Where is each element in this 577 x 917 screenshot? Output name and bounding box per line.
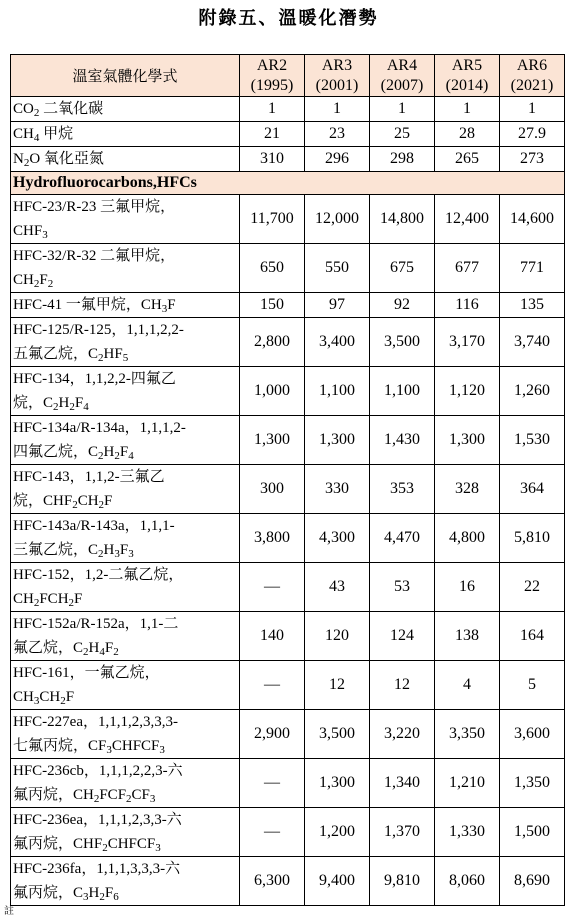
- table-row: [11, 661, 565, 710]
- formula-text: 三氟乙烷，C: [13, 542, 99, 558]
- formula-text: 甲烷: [39, 126, 74, 142]
- gwp-value-cell: 97: [305, 293, 370, 318]
- gwp-value-cell: —: [240, 563, 305, 612]
- gwp-value-cell: 5: [500, 661, 565, 710]
- gas-name-cell: [11, 318, 240, 367]
- table-row: [11, 710, 565, 759]
- gwp-value-cell: 3,740: [500, 318, 565, 367]
- gwp-value-cell: —: [240, 759, 305, 808]
- header-ar6: [500, 55, 565, 97]
- header-report-name: AR4: [386, 56, 418, 74]
- subscript: 2: [53, 401, 59, 413]
- gwp-value-cell: 1,200: [305, 808, 370, 857]
- formula-text: F: [167, 297, 176, 313]
- gwp-value-cell: 1: [435, 97, 500, 122]
- gwp-value-cell: 135: [500, 293, 565, 318]
- gwp-value-cell: 2,800: [240, 318, 305, 367]
- gwp-value-cell: 1,000: [240, 367, 305, 416]
- table-row: [11, 416, 565, 465]
- gwp-value-cell: 4,470: [370, 514, 435, 563]
- gas-name-line: HFC-23/R-23 三氟甲烷，: [13, 199, 176, 215]
- gas-name-cell: [11, 147, 240, 172]
- formula-text: FCH: [39, 591, 69, 607]
- header-ar3: [305, 55, 370, 97]
- gas-name-cell: [11, 661, 240, 710]
- gwp-value-cell: 3,170: [435, 318, 500, 367]
- gwp-value-cell: 116: [435, 293, 500, 318]
- table-row: [11, 195, 565, 244]
- gwp-value-cell: 140: [240, 612, 305, 661]
- header-ar4: [370, 55, 435, 97]
- gwp-value-cell: 273: [500, 147, 565, 172]
- gwp-value-cell: 4: [435, 661, 500, 710]
- gas-name-line: HFC-161，一氟乙烷，: [13, 665, 160, 681]
- gwp-value-cell: 353: [370, 465, 435, 514]
- gwp-value-cell: 5,810: [500, 514, 565, 563]
- table-row: [11, 808, 565, 857]
- header-report-name: AR5: [451, 56, 483, 74]
- gwp-value-cell: 1,340: [370, 759, 435, 808]
- formula-text: CH: [13, 272, 34, 288]
- gas-name-cell: [11, 808, 240, 857]
- formula-text: F: [119, 444, 129, 460]
- table-row: [11, 318, 565, 367]
- gas-name-cell: [11, 514, 240, 563]
- gwp-value-cell: 650: [240, 244, 305, 293]
- gwp-value-cell: 28: [435, 122, 500, 147]
- gwp-value-cell: 1: [240, 97, 305, 122]
- gas-name-line: HFC-134a/R-134a，1,1,1,2-: [13, 420, 186, 436]
- subscript: 2: [69, 401, 75, 413]
- gwp-value-cell: 11,700: [240, 195, 305, 244]
- gwp-value-cell: 1,530: [500, 416, 565, 465]
- gwp-value-cell: 1,330: [435, 808, 500, 857]
- subscript: 2: [68, 597, 75, 609]
- formula-text: 烷，C: [13, 395, 54, 411]
- subscript: 2: [33, 278, 40, 290]
- header-report-year: (2021): [510, 76, 554, 94]
- gwp-value-cell: 3,220: [370, 710, 435, 759]
- gwp-value-cell: 53: [370, 563, 435, 612]
- formula-text: F: [39, 272, 48, 288]
- formula-text: CHFCF: [111, 738, 160, 754]
- formula-text: CHF: [13, 223, 43, 239]
- header-report-year: (2007): [380, 76, 424, 94]
- section-row: [11, 172, 565, 195]
- gwp-value-cell: 1,120: [435, 367, 500, 416]
- gas-name-line: HFC-152，1,2-二氟乙烷，: [13, 567, 184, 583]
- subscript: 2: [83, 646, 89, 658]
- subscript: 3: [161, 303, 168, 315]
- gas-name-cell: [11, 122, 240, 147]
- gwp-value-cell: 14,800: [370, 195, 435, 244]
- gwp-value-cell: 3,350: [435, 710, 500, 759]
- formula-text: H: [103, 542, 115, 558]
- gas-name-line: HFC-236ea，1,1,1,2,3,3-六: [13, 812, 182, 828]
- header-report-year: (2014): [445, 76, 489, 94]
- formula-text: CH: [39, 689, 61, 705]
- subscript: 2: [126, 793, 132, 805]
- formula-text: F: [119, 542, 129, 558]
- table-row: [11, 563, 565, 612]
- gwp-value-cell: 1,300: [305, 759, 370, 808]
- subscript: 2: [98, 499, 105, 511]
- gas-name-cell: [11, 195, 240, 244]
- gas-name-cell: [11, 857, 240, 906]
- gwp-value-cell: 16: [435, 563, 500, 612]
- subscript: 2: [98, 450, 104, 462]
- gwp-value-cell: 1,100: [370, 367, 435, 416]
- subscript: 2: [60, 695, 66, 707]
- formula-text: F: [74, 591, 83, 607]
- gwp-value-cell: 771: [500, 244, 565, 293]
- gwp-value-cell: 22: [500, 563, 565, 612]
- gwp-value-cell: 138: [435, 612, 500, 661]
- gwp-value-cell: 1,300: [240, 416, 305, 465]
- gwp-value-cell: 3,800: [240, 514, 305, 563]
- gas-name-line: HFC-236fa，1,1,1,3,3,3-六: [13, 861, 181, 877]
- gwp-value-cell: 124: [370, 612, 435, 661]
- formula-text: CH: [77, 493, 99, 509]
- subscript: 2: [93, 793, 100, 805]
- subscript: 2: [72, 499, 78, 511]
- gwp-value-cell: 4,300: [305, 514, 370, 563]
- subscript: 2: [33, 597, 40, 609]
- formula-text: 烷，CHF: [13, 493, 73, 509]
- gwp-value-cell: 1,370: [370, 808, 435, 857]
- gwp-value-cell: 23: [305, 122, 370, 147]
- formula-text: F: [104, 493, 113, 509]
- formula-text: 四氟乙烷，C: [13, 444, 99, 460]
- subscript: 3: [42, 229, 48, 241]
- gas-name-cell: [11, 367, 240, 416]
- formula-text: CH: [13, 591, 34, 607]
- table-row: [11, 465, 565, 514]
- formula-text: HF: [103, 346, 123, 362]
- formula-text: F: [104, 885, 114, 901]
- gwp-value-cell: 12,400: [435, 195, 500, 244]
- gwp-value-cell: 92: [370, 293, 435, 318]
- gwp-value-cell: 4,800: [435, 514, 500, 563]
- formula-text: CH: [13, 126, 34, 142]
- gwp-value-cell: 1,350: [500, 759, 565, 808]
- gas-name-cell: [11, 612, 240, 661]
- gwp-value-cell: 310: [240, 147, 305, 172]
- formula-text: O 氧化亞氮: [29, 151, 104, 167]
- gwp-value-cell: 3,400: [305, 318, 370, 367]
- header-ar5: [435, 55, 500, 97]
- gas-name-line: HFC-32/R-32 二氟甲烷，: [13, 248, 176, 264]
- formula-text: CO: [13, 101, 34, 117]
- subscript: 2: [114, 450, 120, 462]
- gwp-value-cell: 43: [305, 563, 370, 612]
- table-row: [11, 367, 565, 416]
- gas-name-cell: [11, 244, 240, 293]
- subscript: 3: [149, 793, 156, 805]
- table-row: [11, 122, 565, 147]
- gwp-value-cell: 364: [500, 465, 565, 514]
- header-ar2: [240, 55, 305, 97]
- gas-name-cell: [11, 416, 240, 465]
- subscript: 3: [114, 548, 120, 560]
- gwp-value-cell: 12: [370, 661, 435, 710]
- gwp-value-cell: 9,400: [305, 857, 370, 906]
- gwp-value-cell: 1: [370, 97, 435, 122]
- gwp-value-cell: 1,260: [500, 367, 565, 416]
- gwp-value-cell: —: [240, 808, 305, 857]
- subscript: 4: [83, 401, 89, 413]
- gwp-value-cell: 14,600: [500, 195, 565, 244]
- formula-text: F: [104, 640, 114, 656]
- subscript: 4: [33, 132, 40, 144]
- subscript: 3: [128, 548, 134, 560]
- subscript: 3: [155, 842, 161, 854]
- formula-text: 氟丙烷，CH: [13, 787, 94, 803]
- gwp-value-cell: 677: [435, 244, 500, 293]
- gwp-value-cell: 1,300: [435, 416, 500, 465]
- subscript: 4: [128, 450, 134, 462]
- gas-name-line: HFC-134，1,1,2,2-四氟乙: [13, 371, 176, 387]
- gas-name-cell: [11, 465, 240, 514]
- gwp-value-cell: 1,300: [305, 416, 370, 465]
- table-header-row: [11, 55, 565, 97]
- formula-text: H: [88, 885, 100, 901]
- table-row: [11, 514, 565, 563]
- gwp-value-cell: 2,900: [240, 710, 305, 759]
- subscript: 2: [47, 278, 54, 290]
- header-report-name: AR3: [321, 56, 353, 74]
- gas-name-line: HFC-143，1,1,2-三氟乙: [13, 469, 165, 485]
- table-row: [11, 857, 565, 906]
- gwp-value-cell: 12: [305, 661, 370, 710]
- gwp-value-cell: 328: [435, 465, 500, 514]
- subscript: 2: [102, 842, 108, 854]
- gwp-table: [10, 54, 565, 906]
- gwp-value-cell: 1,430: [370, 416, 435, 465]
- table-row: [11, 293, 565, 318]
- gas-name-line: HFC-227ea，1,1,1,2,3,3,3-: [13, 714, 178, 730]
- gwp-value-cell: 550: [305, 244, 370, 293]
- gwp-value-cell: 150: [240, 293, 305, 318]
- header-report-name: AR2: [256, 56, 288, 74]
- footnote-partial: 註: [4, 906, 14, 917]
- gwp-value-cell: 25: [370, 122, 435, 147]
- header-report-name: AR6: [516, 56, 548, 74]
- formula-text: H: [58, 395, 70, 411]
- formula-text: 二氧化碳: [39, 101, 104, 117]
- gas-name-line: HFC-143a/R-143a，1,1,1-: [13, 518, 175, 534]
- gas-name-cell: [11, 293, 240, 318]
- gas-name-line: HFC-125/R-125，1,1,1,2,2-: [13, 322, 184, 338]
- table-row: [11, 759, 565, 808]
- subscript: 6: [113, 891, 119, 903]
- table-row: [11, 612, 565, 661]
- gwp-value-cell: 265: [435, 147, 500, 172]
- gas-name-line: HFC-236cb，1,1,1,2,2,3-六: [13, 763, 183, 779]
- gwp-value-cell: 164: [500, 612, 565, 661]
- subscript: 3: [33, 695, 40, 707]
- subscript: 5: [122, 352, 129, 364]
- gwp-value-cell: 300: [240, 465, 305, 514]
- gwp-value-cell: 1,100: [305, 367, 370, 416]
- subscript: 3: [159, 744, 165, 756]
- gas-name-cell: [11, 97, 240, 122]
- formula-text: FCF: [99, 787, 127, 803]
- formula-text: F: [74, 395, 84, 411]
- formula-text: H: [103, 444, 115, 460]
- gwp-value-cell: 21: [240, 122, 305, 147]
- gas-name-cell: [11, 563, 240, 612]
- gwp-value-cell: 6,300: [240, 857, 305, 906]
- header-report-year: (1995): [250, 76, 294, 94]
- formula-text: 氟乙烷，C: [13, 640, 84, 656]
- formula-text: 氟丙烷，CHF: [13, 836, 103, 852]
- gwp-value-cell: 3,500: [370, 318, 435, 367]
- formula-text: 氟丙烷，C: [13, 885, 84, 901]
- gwp-value-cell: 12,000: [305, 195, 370, 244]
- subscript: 2: [99, 891, 105, 903]
- gwp-value-cell: —: [240, 661, 305, 710]
- section-label: Hydrofluorocarbons,HFCs: [11, 172, 565, 195]
- formula-text: CHFCF: [107, 836, 156, 852]
- gwp-value-cell: 9,810: [370, 857, 435, 906]
- gwp-value-cell: 675: [370, 244, 435, 293]
- gas-name-line: HFC-152a/R-152a，1,1-二: [13, 616, 179, 632]
- gwp-value-cell: 8,060: [435, 857, 500, 906]
- gwp-value-cell: 1,500: [500, 808, 565, 857]
- gwp-value-cell: 3,600: [500, 710, 565, 759]
- formula-text: HFC-41 一氟甲烷，CH: [13, 297, 162, 313]
- gas-name-cell: [11, 710, 240, 759]
- gwp-value-cell: 120: [305, 612, 370, 661]
- gwp-value-cell: 8,690: [500, 857, 565, 906]
- subscript: 2: [113, 646, 119, 658]
- formula-text: H: [88, 640, 100, 656]
- subscript: 4: [99, 646, 105, 658]
- gwp-value-cell: 296: [305, 147, 370, 172]
- subscript: 3: [83, 891, 89, 903]
- subscript: 3: [106, 744, 112, 756]
- gwp-value-cell: 1: [500, 97, 565, 122]
- gwp-value-cell: 1: [305, 97, 370, 122]
- gwp-value-cell: 1,210: [435, 759, 500, 808]
- gwp-value-cell: 330: [305, 465, 370, 514]
- table-row: [11, 147, 565, 172]
- gwp-value-cell: 298: [370, 147, 435, 172]
- subscript: 2: [23, 157, 30, 169]
- gwp-value-cell: 3,500: [305, 710, 370, 759]
- gas-name-cell: [11, 759, 240, 808]
- header-formula: 溫室氣體化學式: [11, 55, 240, 97]
- formula-text: 七氟丙烷，CF: [13, 738, 107, 754]
- page-title: 附錄五、溫暖化潛勢: [198, 8, 379, 29]
- subscript: 2: [98, 352, 104, 364]
- formula-text: CH: [13, 689, 34, 705]
- formula-text: CF: [131, 787, 150, 803]
- table-row: [11, 244, 565, 293]
- formula-text: F: [65, 689, 75, 705]
- gwp-value-cell: 27.9: [500, 122, 565, 147]
- table-row: [11, 97, 565, 122]
- formula-text: N: [13, 151, 24, 167]
- formula-text: 五氟乙烷，C: [13, 346, 99, 362]
- header-report-year: (2001): [315, 76, 359, 94]
- subscript: 2: [98, 548, 104, 560]
- subscript: 2: [33, 107, 40, 119]
